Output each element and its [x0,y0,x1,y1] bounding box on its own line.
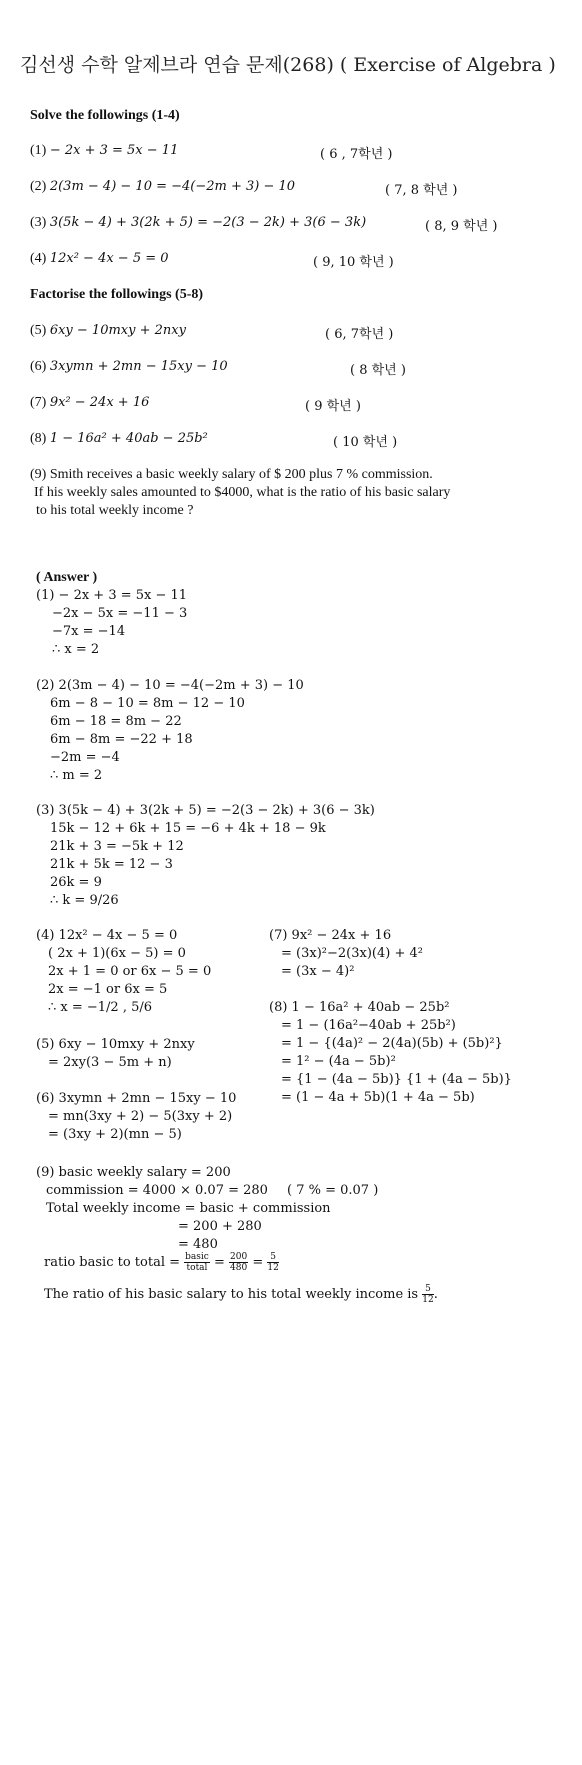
answer-heading: ( Answer ) [36,570,98,585]
answer-9-line-4: = 200 + 280 [178,1219,262,1234]
fraction-numerator: 200 [230,1252,248,1262]
answer-line: = (3x)²−2(3x)(4) + 4² [281,946,423,961]
grade-label: ( 9, 10 학년 ) [313,255,394,270]
answer-line: = 2xy(3 − 5m + n) [48,1055,172,1070]
answer-4 [36,927,211,1017]
question-number: (4) [30,251,47,266]
answer-9-ratio [44,1252,279,1273]
question-expression: − 2x + 3 = 5x − 11 [49,143,179,158]
question-expression: 6xy − 10mxy + 2nxy [49,323,186,338]
question-number: (1) [30,143,47,158]
question-number: (6) [30,359,47,374]
answer-8 [269,999,512,1107]
question-number: (3) [30,215,47,230]
answer-line: 2x + 1 = 0 or 6x − 5 = 0 [48,964,212,979]
answer-9-conclusion [44,1284,438,1305]
period: . [433,1287,438,1302]
answer-line: = 1² − (4a − 5b)² [281,1054,396,1069]
grade-label: ( 6, 7학년 ) [325,327,394,342]
answer-line: (6) 3xymn + 2mn − 15xy − 10 [36,1091,237,1106]
answer-line: (3) 3(5k − 4) + 3(2k + 5) = −2(3 − 2k) + 3(6 − 3k) [36,803,375,818]
grade-label: ( 6 , 7학년 ) [320,147,393,162]
question-3 [30,215,366,231]
question-6 [30,359,228,375]
question-expression: 12x² − 4x − 5 = 0 [49,251,169,266]
answer-line: = 1 − (16a²−40ab + 25b²) [281,1018,456,1033]
ratio-prefix: ratio basic to total = [44,1255,181,1270]
equals-sign: = [252,1255,264,1270]
answer-line: (1) − 2x + 3 = 5x − 11 [36,588,188,603]
answer-line: 6m − 18 = 8m − 22 [50,714,182,729]
question-expression: 1 − 16a² + 40ab − 25b² [49,431,208,446]
grade-label: ( 8, 9 학년 ) [425,219,498,234]
section-heading-factorise: Factorise the followings (5-8) [30,287,204,302]
question-7 [30,395,149,411]
answer-9-line-2: commission = 4000 × 0.07 = 280 [46,1183,268,1198]
fraction-denominator: total [186,1263,208,1273]
answer-line: −2m = −4 [50,750,120,765]
answer-line: = (3x − 4)² [281,964,355,979]
answer-9-note: ( 7 % = 0.07 ) [287,1183,379,1198]
fraction-numerator: 5 [267,1252,278,1263]
answer-9-line-1: (9) basic weekly salary = 200 [36,1165,231,1180]
question-9-line-3: to his total weekly income ? [36,503,194,518]
grade-label: ( 9 학년 ) [305,399,361,414]
fraction-numerator: 5 [422,1284,433,1295]
answer-line: = mn(3xy + 2) − 5(3xy + 2) [48,1109,233,1124]
answer-line: 6m − 8m = −22 + 18 [50,732,193,747]
question-number: (7) [30,395,47,410]
answer-line: (8) 1 − 16a² + 40ab − 25b² [269,1000,450,1015]
answer-line: ∴ x = 2 [52,642,100,657]
answer-line: ∴ x = −1/2 , 5/6 [48,1000,153,1015]
question-number: (2) [30,179,47,194]
question-expression: 3(5k − 4) + 3(2k + 5) = −2(3 − 2k) + 3(6 − 3k) [49,215,367,230]
question-expression: 3xymn + 2mn − 15xy − 10 [49,359,228,374]
grade-label: ( 10 학년 ) [333,435,398,450]
answer-6 [36,1090,236,1144]
answer-line: 6m − 8 − 10 = 8m − 12 − 10 [50,696,245,711]
answer-line: −2x − 5x = −11 − 3 [52,606,188,621]
answer-line: 21k + 5k = 12 − 3 [50,857,173,872]
equals-sign: = [213,1255,225,1270]
fraction-denominator: 12 [422,1295,434,1305]
fraction-5-12 [267,1252,278,1273]
answer-line: = 1 − {(4a)² − 2(4a)(5b) + (5b)²} [281,1036,503,1051]
question-1 [30,143,178,159]
answer-line: = (1 − 4a + 5b)(1 + 4a − 5b) [281,1090,475,1105]
answer-7 [269,927,423,981]
answer-line: = (3xy + 2)(mn − 5) [48,1127,182,1142]
answer-line: ∴ m = 2 [50,768,103,783]
answer-line: 15k − 12 + 6k + 15 = −6 + 4k + 18 − 9k [50,821,326,836]
answer-2 [36,677,304,785]
question-expression: 2(3m − 4) − 10 = −4(−2m + 3) − 10 [49,179,296,194]
question-9-line-2: If his weekly sales amounted to $4000, what is the ratio of his basic salary [34,485,451,500]
answer-line: −7x = −14 [52,624,126,639]
answer-3 [36,802,375,910]
question-number: (8) [30,431,47,446]
answer-line: (7) 9x² − 24x + 16 [269,928,392,943]
answer-9-line-3: Total weekly income = basic + commission [46,1201,331,1216]
fraction-5-12 [422,1284,433,1305]
answer-line: (5) 6xy − 10mxy + 2nxy [36,1037,195,1052]
answer-line: = {1 − (4a − 5b)} {1 + (4a − 5b)} [281,1072,512,1087]
question-number: (5) [30,323,47,338]
answer-line: (2) 2(3m − 4) − 10 = −4(−2m + 3) − 10 [36,678,304,693]
question-expression: 9x² − 24x + 16 [49,395,150,410]
fraction-numerator: basic [185,1252,209,1262]
conclusion-text: The ratio of his basic salary to his total weekly income is [44,1287,419,1302]
answer-9-line-5: = 480 [178,1237,218,1252]
question-9-line-1: (9) Smith receives a basic weekly salary of $ 200 plus 7 % commission. [30,467,433,482]
grade-label: ( 8 학년 ) [350,363,406,378]
question-4 [30,251,169,267]
question-2 [30,179,295,195]
answer-line: (4) 12x² − 4x − 5 = 0 [36,928,178,943]
question-8 [30,431,208,447]
answer-5 [36,1036,195,1072]
question-5 [30,323,186,339]
fraction-basic-total [184,1252,210,1273]
answer-line: ( 2x + 1)(6x − 5) = 0 [48,946,186,961]
section-heading-solve: Solve the followings (1-4) [30,108,180,123]
fraction-denominator: 480 [230,1263,248,1273]
answer-line: 2x = −1 or 6x = 5 [48,982,168,997]
fraction-denominator: 12 [267,1263,279,1273]
answer-line: 21k + 3 = −5k + 12 [50,839,184,854]
answer-1 [36,587,187,659]
answer-line: 26k = 9 [50,875,102,890]
page-title: 김선생 수학 알제브라 연습 문제(268) ( Exercise of Algebra ) [20,54,556,76]
answer-line: ∴ k = 9/26 [50,893,119,908]
fraction-200-480 [229,1252,248,1273]
grade-label: ( 7, 8 학년 ) [385,183,458,198]
